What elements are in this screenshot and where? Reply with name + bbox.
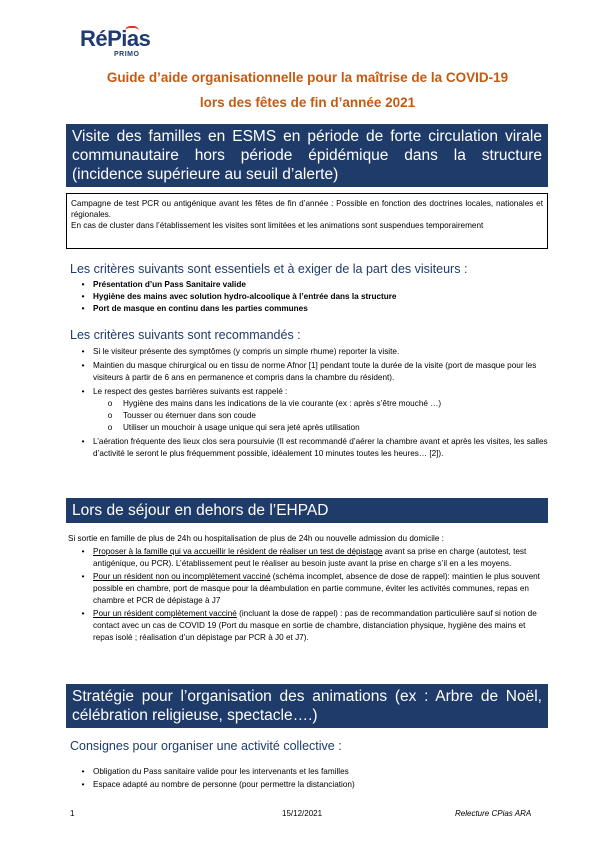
notice-line: En cas de cluster dans l’établissement les visites sont limitées et les animations sont suspendues temporairement	[71, 221, 484, 230]
stay-outside-list	[78, 546, 548, 644]
footer-date: 15/12/2021	[282, 809, 323, 818]
list-item: • Hygiène des mains avec solution hydro-alcoolique à l’entrée dans la structure	[81, 292, 397, 301]
recommended-criteria-heading: Les critères suivants sont recommandés :	[70, 328, 301, 342]
list-item: • Le respect des gestes barrières suivants est rappelé : o Hygiène des mains dans les indications de la vie courante (ex : après s’être mouché …) o Tousser ou éternuer dans son coude o Utiliser un mouchoir à usage unique qui sera jeté après utilisation	[78, 386, 548, 434]
recommended-criteria-list	[78, 346, 548, 460]
page-number: 1	[70, 809, 75, 818]
repias-logo	[80, 26, 160, 66]
list-item: • Pour un résident non ou incomplètement vacciné (schéma incomplet, absence de dose de rappel): maintien le plus souvent possible en chambre, port de masque pour la déambulation en partie commune, éviter les activités communes, repas en chambre et PCR de dépistage à J7	[81, 572, 540, 605]
list-item: • Si le visiteur présente des symptômes (y compris un simple rhume) reporter la visite.	[81, 347, 400, 356]
list-item: • Proposer à la famille qui va accueillir le résident de réaliser un test de dépistage avant sa prise en charge (autotest, test antigénique, ou PCR). L’établissement peut le réaliser au besoin juste avant la prise en charge s’il en a les moyens.	[81, 547, 527, 568]
essential-criteria-list	[78, 279, 548, 315]
testing-notice-box	[66, 193, 548, 249]
footer-credit: Relecture CPias ARA	[455, 809, 532, 818]
barrier-gestures-list	[95, 398, 548, 434]
stay-outside-intro: Si sortie en famille de plus de 24h ou hospitalisation de plus de 24h ou nouvelle admission du domicile :	[68, 534, 444, 543]
list-item: • L’aération fréquente des lieux clos sera poursuivie (Il est recommandé d’aérer la chambre avant et après les visites, les salles d’activité le seront le plus fréquemment possible, idéalement 10 minutes toutes les heures… [2]).	[81, 437, 548, 458]
collective-activity-heading: Consignes pour organiser une activité collective :	[70, 739, 342, 753]
logo-accent-icon	[125, 26, 139, 31]
list-item: • Maintien du masque chirurgical ou en tissu de norme Afnor [1] pendant toute la durée de la visite (port de masque pour les visiteurs à partir de 6 ans en permanence et compris dans la chambre du résident).	[81, 361, 537, 382]
section-banner-visits: Visite des familles en ESMS en période de forte circulation virale communautaire hors période épidémique dans la structure (incidence supérieure au seuil d’alerte)	[66, 124, 548, 187]
document-title-line1: Guide d’aide organisationnelle pour la maîtrise de la COVID-19	[106, 70, 509, 85]
list-item: o Utiliser un mouchoir à usage unique qui sera jeté après utilisation	[107, 423, 360, 432]
document-title-line2: lors des fêtes de fin d’année 2021	[199, 95, 416, 110]
logo-subtitle: PRIMO	[114, 51, 140, 58]
logo-wordmark: RéPias	[80, 26, 151, 51]
collective-activity-list	[78, 766, 548, 791]
list-item: • Port de masque en continu dans les parties communes	[81, 304, 308, 313]
section-banner-stay-outside: Lors de séjour en dehors de l’EHPAD	[66, 498, 548, 523]
list-item: • Pour un résident complètement vacciné (incluant la dose de rappel) : pas de recommandation particulière sauf si notion de contact avec un cas de COVID 19 (Port du masque en sortie de chambre, distanciation physique, hygiène des mains et repas isolé ; réalisation d’un dépistage par PCR à J0 et J7).	[81, 609, 537, 642]
list-item: • Espace adapté au nombre de personne (pour permettre la distanciation)	[81, 780, 355, 789]
list-item: o Tousser ou éternuer dans son coude	[107, 411, 256, 420]
list-item: • Présentation d’un Pass Sanitaire valide	[81, 280, 246, 289]
list-item: o Hygiène des mains dans les indications de la vie courante (ex : après s’être mouché …)	[107, 399, 442, 408]
notice-line: Campagne de test PCR ou antigénique avant les fêtes de fin d’année : Possible en fonction des doctrines locales, nationales et régionales.	[71, 199, 543, 219]
list-item: • Obligation du Pass sanitaire valide pour les intervenants et les familles	[81, 767, 349, 776]
essential-criteria-heading: Les critères suivants sont essentiels et à exiger de la part des visiteurs :	[70, 262, 468, 276]
section-banner-animations: Stratégie pour l’organisation des animations (ex : Arbre de Noël, célébration religieuse, spectacle….)	[66, 684, 548, 728]
